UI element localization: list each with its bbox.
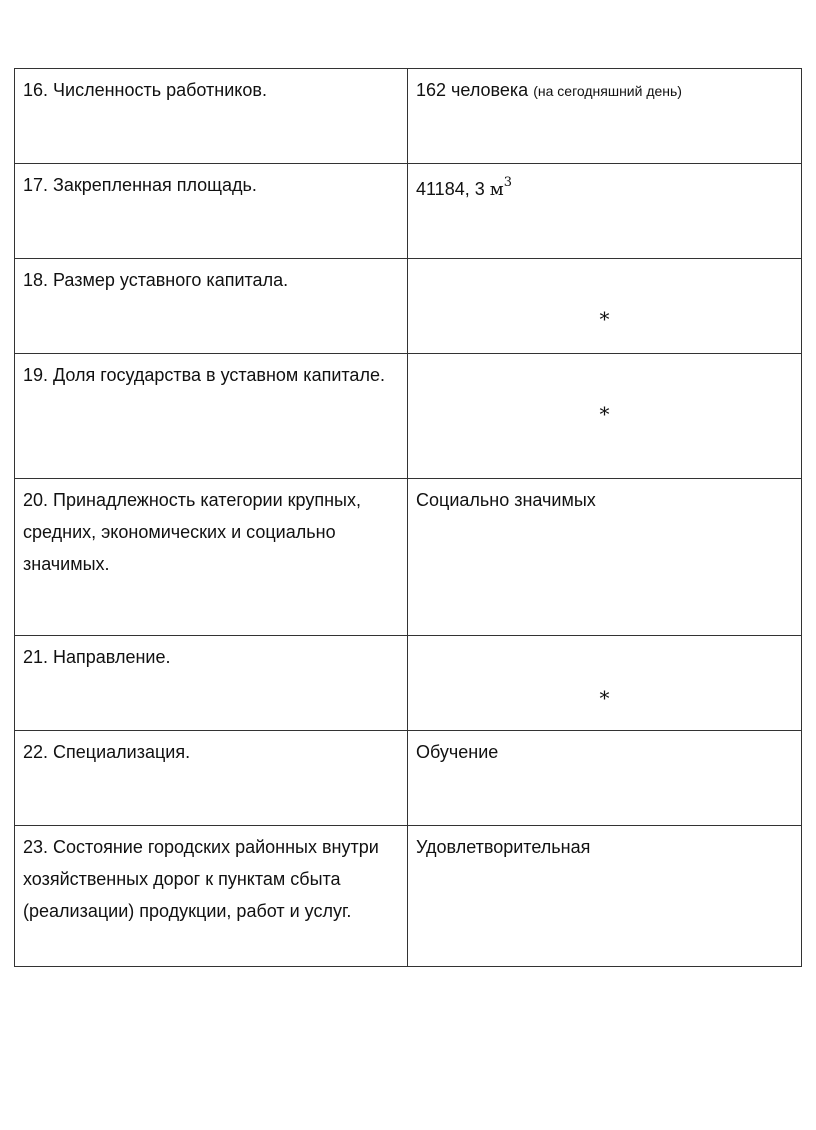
- row-label-cell: [15, 259, 408, 354]
- row-label-cell: [15, 731, 408, 826]
- row-value: 41184, 3: [416, 179, 485, 199]
- asterisk-marker: *: [599, 307, 610, 331]
- table-row: [15, 636, 802, 731]
- row-value-note: (на сегодняшний день): [533, 83, 682, 99]
- row-value-cell: [408, 259, 802, 354]
- table-row: [15, 164, 802, 259]
- table-row: [15, 69, 802, 164]
- unit-exponent: 3: [503, 175, 513, 190]
- table-row: [15, 731, 802, 826]
- row-value: 162 человека: [416, 80, 529, 100]
- row-value-cell: [408, 164, 802, 259]
- row-value-unit: $м^3$: [489, 175, 513, 200]
- row-label: 17. Закрепленная площадь.: [23, 175, 257, 195]
- table-row: [15, 354, 802, 479]
- row-label-cell: [15, 826, 408, 967]
- asterisk-marker: *: [599, 402, 610, 426]
- row-value: Удовлетворительная: [416, 837, 591, 857]
- table-row: [15, 479, 802, 636]
- row-label: 16. Численность работников.: [23, 80, 267, 100]
- table-row: [15, 259, 802, 354]
- row-value-cell: [408, 731, 802, 826]
- row-value-cell: [408, 354, 802, 479]
- row-label-cell: [15, 479, 408, 636]
- row-value-cell: [408, 636, 802, 731]
- row-value-cell: [408, 826, 802, 967]
- row-label-cell: [15, 164, 408, 259]
- row-label: 21. Направление.: [23, 647, 171, 667]
- row-label-cell: [15, 69, 408, 164]
- row-label: 20. Принадлежность категории крупных, средних, экономических и социально значимых.: [23, 490, 361, 574]
- row-label-cell: [15, 636, 408, 731]
- row-label: 18. Размер уставного капитала.: [23, 270, 289, 290]
- row-label: 23. Состояние городских районных внутри хозяйственных дорог к пунктам сбыта (реализации) продукции, работ и услуг.: [23, 837, 379, 921]
- row-label-cell: [15, 354, 408, 479]
- row-label: 22. Специализация.: [23, 742, 191, 762]
- info-table: [14, 68, 802, 967]
- row-value-cell: [408, 69, 802, 164]
- row-value: Обучение: [416, 742, 499, 762]
- table-row: [15, 826, 802, 967]
- row-value-cell: [408, 479, 802, 636]
- asterisk-marker: *: [599, 686, 610, 710]
- row-value: Социально значимых: [416, 490, 596, 510]
- row-label: 19. Доля государства в уставном капитале.: [23, 365, 385, 385]
